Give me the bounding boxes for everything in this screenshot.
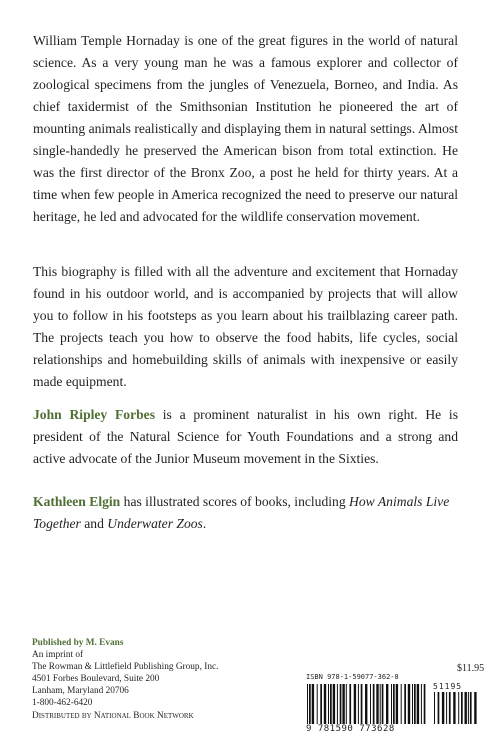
barcode-bar	[376, 684, 378, 724]
barcode-bar	[458, 692, 459, 724]
barcode-bar	[408, 684, 410, 724]
barcode-bar	[401, 684, 402, 724]
barcode-bar	[396, 684, 398, 724]
barcode-bar	[386, 684, 388, 724]
barcode-bar	[404, 684, 406, 724]
barcode-bar	[470, 692, 472, 724]
author-paragraph	[33, 404, 458, 470]
barcode-bar	[358, 684, 359, 724]
book-title-2: Underwater Zoos	[107, 516, 203, 531]
barcode-bar	[324, 684, 326, 724]
barcode-bar	[337, 684, 338, 724]
barcode-bar	[421, 684, 422, 724]
barcode-bar	[446, 692, 447, 724]
price-code-text: 51195	[433, 682, 463, 691]
barcode-bar	[361, 684, 363, 724]
publisher-line: 1-800-462-6420	[32, 698, 93, 709]
publisher-line: 4501 Forbes Boulevard, Suite 200	[32, 674, 160, 685]
barcode-bar	[424, 684, 426, 724]
barcode-bar	[380, 684, 381, 724]
isbn-barcode	[306, 673, 478, 735]
publisher-block	[32, 637, 282, 722]
barcode-bar	[328, 684, 329, 724]
barcode-bar	[373, 684, 375, 724]
barcode-bar	[453, 692, 455, 724]
barcode-bar	[465, 692, 467, 724]
barcode-bar	[309, 684, 311, 724]
barcode-bar	[320, 684, 322, 724]
barcode-bar	[434, 692, 435, 724]
publisher-line: The Rowman & Littlefield Publishing Group, Inc.	[32, 662, 219, 673]
barcode-bar	[461, 692, 463, 724]
price-code-barcode-bars	[433, 692, 477, 724]
barcode-bar	[354, 684, 356, 724]
barcode-bar	[393, 684, 395, 724]
illustrator-paragraph	[33, 491, 458, 535]
barcode-bar	[474, 692, 476, 724]
publisher-line: An imprint of	[32, 650, 84, 661]
barcode-bar	[468, 692, 469, 724]
price-label: $11.95	[457, 663, 485, 674]
barcode-bar	[414, 684, 416, 724]
ean-digits: 9 781590 773628	[306, 724, 395, 734]
barcode-bar	[330, 684, 332, 724]
barcode-bar	[342, 684, 344, 724]
barcode-bar	[382, 684, 384, 724]
barcode-bar	[349, 684, 351, 724]
barcode-bar	[412, 684, 413, 724]
author-name: John Ripley Forbes	[33, 407, 156, 422]
biography-paragraph: This biography is filled with all the adventure and excitement that Hornaday found in his outdoor world, and is accompanied by projects that will allow you to follow in his footsteps as you learn about his trailblazing career path. The projects teach you how to observe the food habits, life cycles, social relationships and homebuilding skills of animals with inexpensive or easily made equipment.	[33, 264, 458, 389]
barcode-bar	[370, 684, 371, 724]
isbn-text: ISBN 978-1-59077-362-8	[306, 673, 399, 681]
illustrator-name: Kathleen Elgin	[33, 494, 121, 509]
illustrator-and: and	[80, 516, 108, 531]
intro-paragraph: William Temple Hornaday is one of the great figures in the world of natural science. As a very young man he was a famous explorer and collector of zoological specimens from the jungles of Venezuela, Borneo, and India. As chief taxidermist of the Smithsonian Institution he pioneered the art of mounting animals realistically and displaying them in natural settings. Almost single-handedly he preserved the American bison from total extinction. He was the first director of the Bronx Zoo, a post he held for thirty years. At a time when few people in America recognized the need to preserve our natural heritage, he led and advocated for the wildlife conservation movement.	[33, 33, 458, 224]
barcode-bar	[442, 692, 444, 724]
publisher-line: Lanham, Maryland 20706	[32, 686, 129, 697]
illustrator-end: .	[202, 516, 207, 531]
publisher-heading: Published by M. Evans	[32, 638, 124, 648]
barcode-bar	[417, 684, 419, 724]
barcode-bar	[391, 684, 392, 724]
barcode-bar	[365, 684, 367, 724]
barcode-bar	[346, 684, 347, 724]
book-title-1: How Animals Live Together	[33, 494, 450, 531]
barcode-bar	[333, 684, 335, 724]
barcode-bar	[307, 684, 308, 724]
barcode-bar	[438, 692, 440, 724]
barcode-bar	[317, 684, 318, 724]
barcode-bar	[340, 684, 342, 724]
barcode-bar	[312, 684, 314, 724]
distributor-line: Distributed by National Book Network	[32, 710, 194, 721]
author-bio: is a prominent naturalist in his own right. He is president of the Natural Science for Youth Foundations and a strong and active advocate of the Junior Museum movement in the Sixties.	[33, 407, 458, 466]
illustrator-bio: has illustrated scores of books, including	[120, 494, 350, 509]
ean-barcode-bars	[306, 684, 426, 724]
barcode-bar	[449, 692, 451, 724]
